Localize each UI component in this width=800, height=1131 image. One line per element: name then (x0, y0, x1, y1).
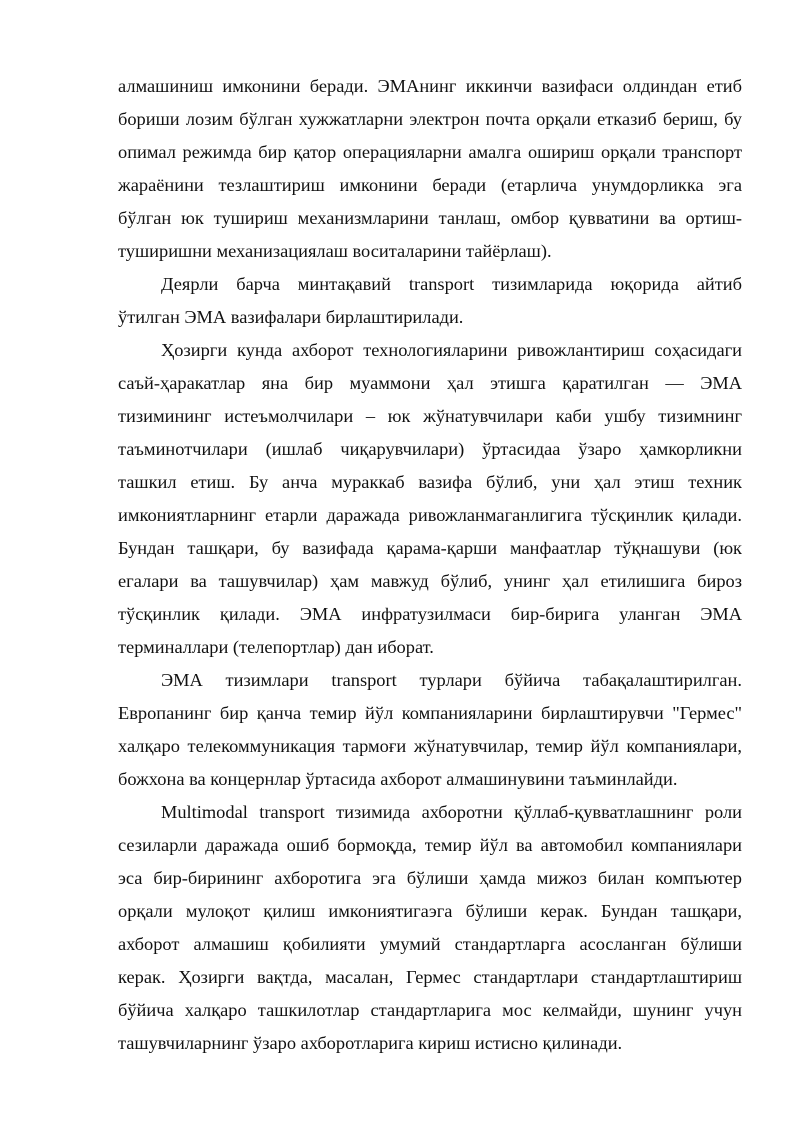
paragraph-3-line-8: егалари ва ташувчилар) ҳам мавжуд бўлиб, унинг ҳал етилишига бироз (118, 571, 742, 591)
paragraph-3-line-5: ташкил етиш. Бу анча мураккаб вазифа бўлиб, уни ҳал этиш техник (118, 472, 742, 492)
paragraph-1-line-1: алмашиниш имконини беради. ЭМАнинг иккинчи вазифаси олдиндан етиб (118, 76, 742, 96)
paragraph-3-line-7: Бундан ташқари, бу вазифада қарама-қарши манфаатлар тўқнашуви (юк (118, 538, 742, 558)
paragraph-5-line-4: орқали мулоқот қилиш имкониятигаэга бўлиши керак. Бундан ташқари, (118, 901, 742, 921)
paragraph-1-line-4: жараёнини тезлаштириш имконини беради (етарлича унумдорликка эга (118, 175, 742, 195)
paragraph-4-line-4: божхона ва концернлар ўртасида ахборот алмашинувини таъминлайди. (118, 769, 678, 789)
paragraph-5-line-7: бўйича халқаро ташкилотлар стандартларига мос келмайди, шунинг учун (118, 1000, 742, 1020)
paragraph-5-line-8: ташувчиларнинг ўзаро ахборотларига кириш истисно қилинади. (118, 1033, 623, 1053)
paragraph-3-line-9: тўсқинлик қилади. ЭМА инфратузилмаси бир-бирига уланган ЭМА (118, 604, 742, 624)
paragraph-3-line-1: Ҳозирги кунда ахборот технологияларини ривожлантириш соҳасидаги (161, 340, 742, 360)
paragraph-1-line-3: опимал режимда бир қатор операцияларни амалга ошириш орқали транспорт (118, 142, 742, 162)
paragraph-3-line-6: имкониятларнинг етарли даражада ривожланмаганлигига тўсқинлик қилади. (118, 505, 742, 525)
paragraph-3-line-3: тизимининг истеъмолчилари – юк жўнатувчилари каби ушбу тизимнинг (118, 406, 742, 426)
paragraph-5-line-6: керак. Ҳозирги вақтда, масалан, Гермес стандартлари стандартлаштириш (118, 967, 742, 987)
paragraph-5-line-5: ахборот алмашиш қобилияти умумий стандартларга асосланган бўлиши (118, 934, 742, 954)
paragraph-3-line-4: таъминотчилари (ишлаб чиқарувчилари) ўртасидаа ўзаро ҳамкорликни (118, 439, 742, 459)
paragraph-4-line-1: ЭМА тизимлари transport турлари бўйича табақалаштирилган. (161, 670, 742, 690)
paragraph-2-line-1: Деярли барча минтақавий transport тизимларида юқорида айтиб (161, 274, 742, 294)
paragraph-1-line-6: туширишни механизациялаш воситаларини тайёрлаш). (118, 241, 552, 261)
paragraph-4-line-3: халқаро телекоммуникация тармоғи жўнатувчилар, темир йўл компаниялари, (118, 736, 742, 756)
paragraph-3-line-10: терминаллари (телепортлар) дан иборат. (118, 637, 434, 657)
paragraph-2-line-2: ўтилган ЭМА вазифалари бирлаштирилади. (118, 307, 464, 327)
paragraph-5-line-1: Multimodal transport тизимида ахборотни қўллаб-қувватлашнинг роли (161, 802, 742, 822)
paragraph-5-line-3: эса бир-бирининг ахборотига эга бўлиши ҳамда мижоз билан компъютер (118, 868, 742, 888)
paragraph-3-line-2: саъй-ҳаракатлар яна бир муаммони ҳал этишга қаратилган — ЭМА (118, 373, 742, 393)
paragraph-4-line-2: Европанинг бир қанча темир йўл компанияларини бирлаштирувчи "Гермес" (118, 703, 742, 723)
paragraph-1-line-2: бориши лозим бўлган хужжатларни электрон почта орқали етказиб бериш, бу (118, 109, 742, 129)
paragraph-1-line-5: бўлган юк тушириш механизмларини танлаш, омбор қувватини ва ортиш- (118, 208, 742, 228)
paragraph-5-line-2: сезиларли даражада ошиб бормоқда, темир йўл ва автомобил компаниялари (118, 835, 742, 855)
